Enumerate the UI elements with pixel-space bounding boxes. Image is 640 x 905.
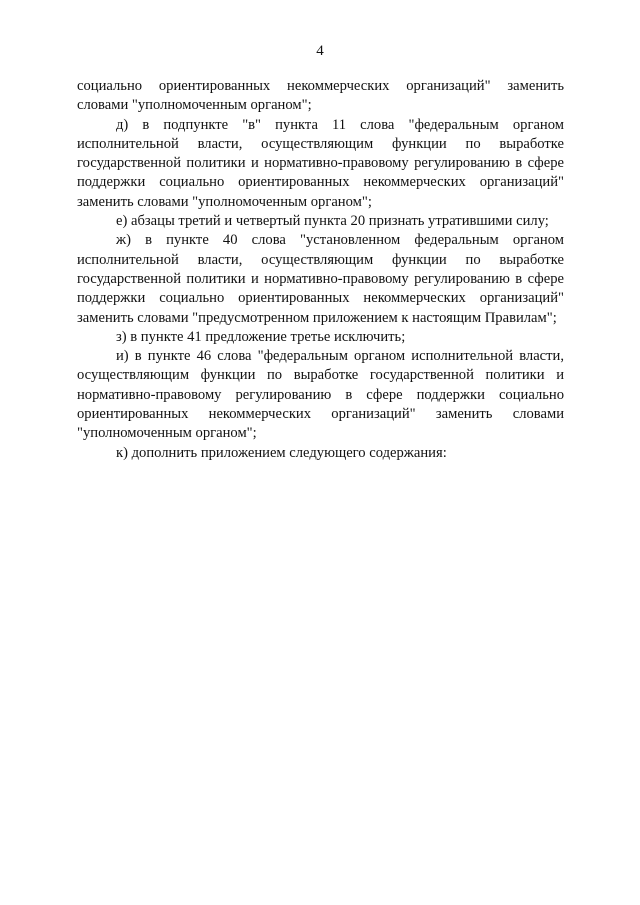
paragraph-item-zh: ж) в пункте 40 слова "установленном федеральным органом исполнительной власти, осуществляющим функции по выработке государственной политики и нормативно-правовому регулированию в сфере поддержки социально ориентированных некоммерческих организаций" заменить словами "предусмотренном приложением к настоящим Правилам"; bbox=[77, 232, 564, 326]
page-number: 4 bbox=[316, 43, 324, 59]
paragraph-continuation: социально ориентированных некоммерческих организаций" заменить словами "уполномоченным органом"; bbox=[77, 78, 564, 114]
paragraph-item-k: к) дополнить приложением следующего содержания: bbox=[116, 444, 447, 461]
paragraph-item-d: д) в подпункте "в" пункта 11 слова "федеральным органом исполнительной власти, осуществляющим функции по выработке государственной политики и нормативно-правовому регулированию в сфере поддержки социально ориентированных некоммерческих организаций" заменить словами "уполномоченным органом"; bbox=[77, 116, 564, 210]
paragraph-item-e: е) абзацы третий и четвертый пункта 20 признать утратившими силу; bbox=[116, 213, 549, 230]
paragraph-item-i: и) в пункте 46 слова "федеральным органом исполнительной власти, осуществляющим функции по выработке государственной политики и нормативно-правовому регулированию в сфере поддержки социально ориентированных некоммерческих организаций" заменить словами "уполномоченным органом"; bbox=[77, 348, 564, 442]
document-body bbox=[77, 77, 564, 463]
paragraph-item-z: з) в пункте 41 предложение третье исключить; bbox=[116, 328, 406, 345]
